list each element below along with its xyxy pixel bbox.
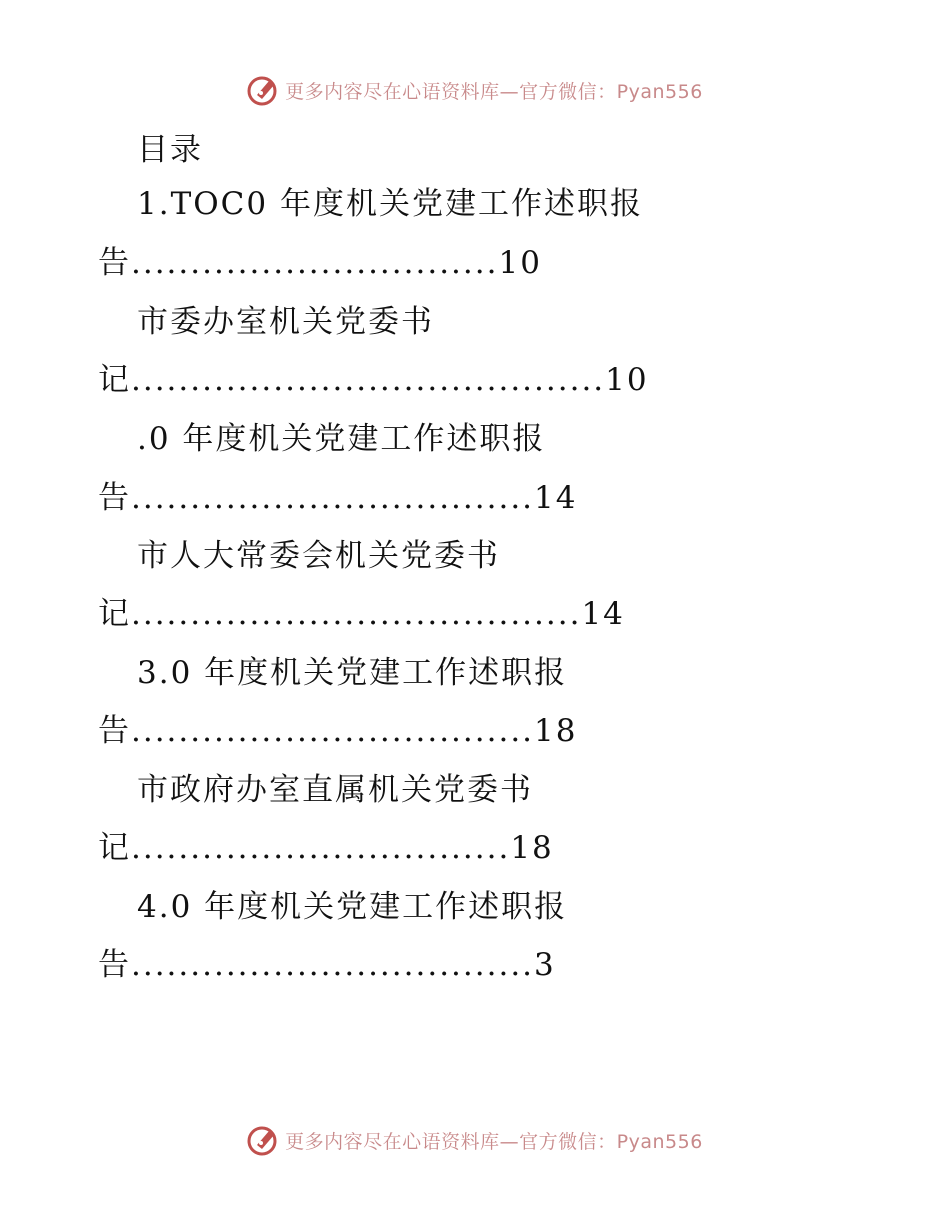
toc-entry-leader — [98, 945, 556, 985]
toc-page-number: 3 — [534, 947, 556, 983]
toc-entry-leader — [98, 243, 542, 283]
pen-nib-logo-icon — [247, 1123, 281, 1157]
toc-entry-tail: 记 — [98, 830, 131, 866]
footer-banner — [0, 1120, 950, 1160]
toc-entry-leader — [98, 478, 578, 518]
toc-entry-leader — [98, 594, 625, 634]
toc-page-number: 10 — [605, 362, 649, 398]
toc-title: 目录 — [137, 132, 203, 168]
banner-text: 更多内容尽在心语资料库—官方微信：Pyan556 — [285, 80, 703, 103]
toc-entry-tail: 记 — [98, 362, 131, 398]
banner-text: 更多内容尽在心语资料库—官方微信：Pyan556 — [285, 1130, 703, 1153]
toc-entry-heading: 市委办室机关党委书 — [137, 304, 434, 340]
toc-dot-leader: .................................. — [131, 713, 535, 749]
toc-entry-heading: 1.TOC0 年度机关党建工作述职报 — [137, 186, 643, 222]
pen-nib-logo-icon — [247, 73, 281, 107]
toc-entry-tail: 告 — [98, 480, 131, 516]
toc-entry-leader — [98, 828, 554, 868]
toc-entry-leader — [98, 711, 578, 751]
toc-entry-tail: 记 — [98, 596, 131, 632]
toc-entry-heading: 市人大常委会机关党委书 — [137, 538, 500, 574]
toc-dot-leader: ................................ — [131, 830, 511, 866]
toc-dot-leader: ............................... — [131, 245, 499, 281]
toc-entry-tail: 告 — [98, 947, 131, 983]
toc-dot-leader: ...................................... — [131, 596, 582, 632]
toc-entry-tail: 告 — [98, 245, 131, 281]
toc-dot-leader: .................................. — [131, 480, 535, 516]
toc-page-number: 18 — [510, 830, 554, 866]
toc-page-number: 10 — [498, 245, 542, 281]
toc-dot-leader: ........................................ — [131, 362, 606, 398]
header-banner — [0, 70, 950, 110]
toc-entry-heading: 市政府办室直属机关党委书 — [137, 772, 533, 808]
toc-page-number: 18 — [534, 713, 578, 749]
toc-entry-leader — [98, 360, 649, 400]
toc-page-number: 14 — [534, 480, 578, 516]
toc-entry-heading: 4.0 年度机关党建工作述职报 — [137, 889, 568, 925]
toc-entry-tail: 告 — [98, 713, 131, 749]
toc-entry-heading: .0 年度机关党建工作述职报 — [137, 421, 546, 457]
toc-page-number: 14 — [581, 596, 625, 632]
toc-dot-leader: .................................. — [131, 947, 535, 983]
toc-entry-heading: 3.0 年度机关党建工作述职报 — [137, 655, 568, 691]
